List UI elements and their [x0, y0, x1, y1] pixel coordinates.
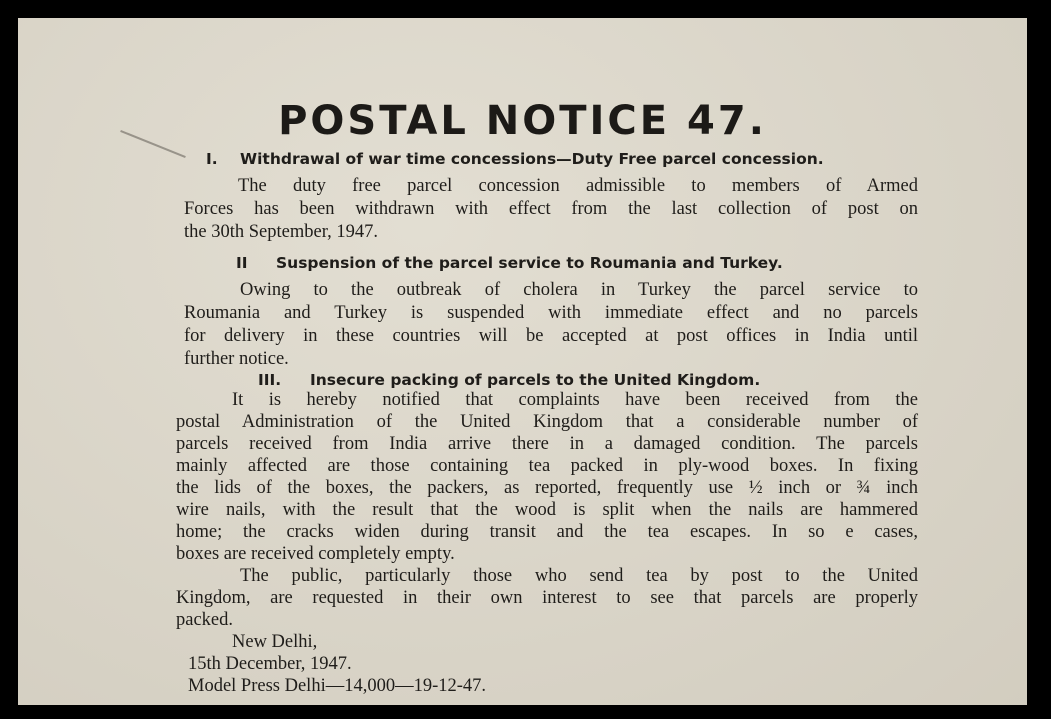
- section-3-line: Kingdom, are requested in their own interest to see that parcels are properly: [176, 588, 918, 608]
- section-1-heading: [206, 148, 824, 170]
- section-1-line: The duty free parcel concession admissible to members of Armed: [238, 176, 918, 196]
- section-1-line: the 30th September, 1947.: [184, 222, 378, 242]
- section-3-line: It is hereby notified that complaints have been received from the: [232, 390, 918, 410]
- section-3-heading: [258, 369, 760, 391]
- section-1-line: Forces has been withdrawn with effect from the last collection of post on: [184, 199, 918, 219]
- section-3-numeral: III.: [258, 371, 282, 389]
- section-3-heading-text: Insecure packing of parcels to the United Kingdom.: [310, 371, 761, 389]
- section-2-numeral: II: [236, 254, 248, 272]
- notice-title: POSTAL NOTICE 47.: [278, 98, 767, 144]
- section-3-line: home; the cracks widen during transit and the tea escapes. In so e cases,: [176, 522, 918, 542]
- section-3-line: postal Administration of the United Kingdom that a considerable number of: [176, 412, 918, 432]
- section-2-heading-text: Suspension of the parcel service to Roumania and Turkey.: [276, 254, 783, 272]
- section-3-line: parcels received from India arrive there in a damaged condition. The parcels: [176, 434, 918, 454]
- date: 15th December, 1947.: [188, 654, 352, 674]
- section-1-heading-text: Withdrawal of war time concessions—Duty Free parcel concession.: [240, 150, 824, 168]
- section-3-line: The public, particularly those who send tea by post to the United: [240, 566, 918, 586]
- section-2-heading: [236, 252, 783, 274]
- section-2-line: Roumania and Turkey is suspended with immediate effect and no parcels: [184, 303, 918, 323]
- section-3-line: packed.: [176, 610, 234, 630]
- postal-notice-card: [18, 18, 1027, 705]
- section-2-line: further notice.: [184, 349, 289, 369]
- printer-imprint: Model Press Delhi—14,000—19-12-47.: [188, 676, 487, 696]
- section-1-numeral: I.: [206, 150, 218, 168]
- section-3-line: wire nails, with the result that the wood is split when the nails are hammered: [176, 500, 918, 520]
- section-3-line: the lids of the boxes, the packers, as reported, frequently use ½ inch or ¾ inch: [176, 478, 918, 498]
- section-3-line: mainly affected are those containing tea packed in ply-wood boxes. In fixing: [176, 456, 918, 476]
- section-2-line: Owing to the outbreak of cholera in Turkey the parcel service to: [240, 280, 918, 300]
- place: New Delhi,: [232, 632, 318, 652]
- section-3-line: boxes are received completely empty.: [176, 544, 455, 564]
- section-2-line: for delivery in these countries will be accepted at post offices in India until: [184, 326, 918, 346]
